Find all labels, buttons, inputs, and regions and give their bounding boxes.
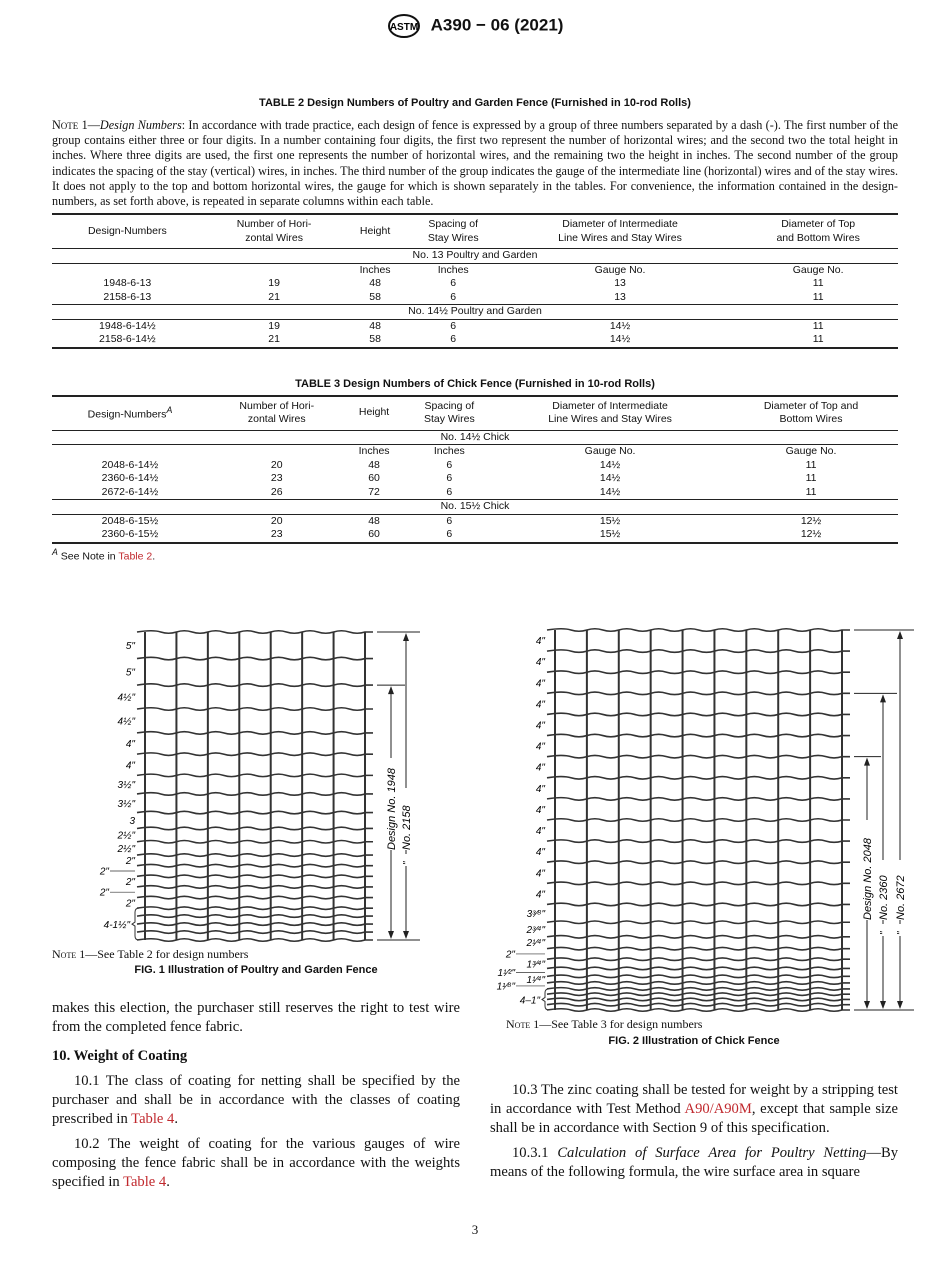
column-header <box>208 396 346 431</box>
spacing-label: 3³⁄⁸" <box>526 908 545 920</box>
table-cell: 6 <box>446 485 453 498</box>
figure1-fence-illustration <box>60 620 460 950</box>
table-cell: 11 <box>805 485 817 498</box>
table-cell: 14½ <box>599 472 621 485</box>
spacing-label: 4½" <box>117 716 135 728</box>
line-wire <box>547 755 850 758</box>
header-row <box>52 214 898 249</box>
table-cell: 14½ <box>599 458 621 471</box>
table-cell: 15½ <box>599 514 621 527</box>
table-cell: 11 <box>805 472 817 485</box>
document-header <box>0 14 950 38</box>
header-text: Diameter of Intermediate Line Wires and Stay Wires <box>558 218 682 244</box>
header-text: Height <box>358 406 390 419</box>
line-wire <box>137 732 373 735</box>
line-wire <box>137 931 373 934</box>
text: . <box>166 1174 170 1190</box>
table-cell: 60 <box>368 472 380 485</box>
text: 10.1 The class of coating for netting shall be specified by the purchaser and shall be in accordance with the classes of coating prescribed in <box>52 1073 460 1127</box>
spacing-label: 1¹⁄²" <box>497 967 515 979</box>
spacing-label: 5" <box>125 640 135 652</box>
bracket-label: 4-1½" <box>103 920 130 932</box>
header-text: Diameter of Top and Bottom Wires <box>763 399 859 426</box>
spacing-label: 2½" <box>117 830 135 842</box>
tables-section <box>52 96 898 562</box>
line-wire <box>137 886 373 889</box>
table-row <box>52 486 898 500</box>
a90-link[interactable]: A90/A90M <box>684 1101 752 1117</box>
unit-cell: Gauge No. <box>792 263 844 276</box>
spacing-label: 2" <box>505 949 515 961</box>
text: —By means of the following formula, the wire surface area in square <box>490 1145 899 1180</box>
spacing-label: 2³⁄⁴" <box>526 925 545 937</box>
text: 10.3 The zinc coating shall be tested for weight by a stripping test in accordance with Test Method <box>490 1082 898 1117</box>
line-wire <box>547 798 850 801</box>
section-heading: 10. Weight of Coating <box>52 1048 188 1064</box>
note-text: : In accordance with trade practice, each design of fence is expressed by a group of three numbers separated by a dash (-). The first number of the group contains either three or four digits. In a number containing four digits, the first two represent the number of horizontal wires; and the second two the total height in inches. Where three digits are used, the first one represents the number of horizontal wires, and the remaining two the height in inches. The second number of the group indicates the spacing of the stay (vertical) wires, in inches. The third number of the group indicates the gauge of the intermediate line (horizontal) wires and of the stay wires. It does not apply to the top and bottom horizontal wires, the gauge for which is shown separately in the tables. For convenience, the information contained in the design-numbers, as set forth above, is repeated in separate columns within each table. <box>52 118 899 209</box>
header-text: Design-Numbers <box>87 408 167 421</box>
line-wire <box>137 793 373 796</box>
table-cell: 13 <box>614 277 626 290</box>
line-wire <box>547 903 850 906</box>
table-cell: 2672-6-14½ <box>101 485 159 498</box>
line-wire <box>137 875 373 877</box>
column-header <box>724 396 898 431</box>
spacing-label: 1³⁄⁴" <box>526 959 545 971</box>
spacing-label: 4" <box>535 678 545 690</box>
table4-link[interactable]: Table 4 <box>131 1111 175 1127</box>
table3-title: TABLE 3 Design Numbers of Chick Fence (Furnished in 10-rod Rolls) <box>295 377 655 390</box>
dimension-label: No. 2158 <box>401 805 413 850</box>
document-id: A390 − 06 (2021) <box>430 15 564 35</box>
table-cell: 14½ <box>599 485 621 498</box>
table-cell: 1948-6-13 <box>103 277 152 290</box>
spacing-label: 3½" <box>117 780 135 792</box>
table-cell: 23 <box>270 472 283 485</box>
unit-cell: Inches <box>433 445 465 458</box>
table2-link[interactable]: Table 2 <box>118 550 153 563</box>
table3-footnote <box>52 547 898 563</box>
bracket-label: 4–1" <box>519 995 540 1007</box>
line-wire <box>547 692 850 695</box>
table-cell: 13 <box>614 290 626 303</box>
table-cell: 15½ <box>599 528 621 541</box>
table-cell: 6 <box>446 472 453 485</box>
spacing-label: 5" <box>125 667 135 679</box>
group-label: No. 15½ Chick <box>52 500 898 515</box>
table-cell: 14½ <box>609 319 631 332</box>
spacing-label: 2" <box>125 877 135 889</box>
note-text: See Table 2 for design numbers <box>97 947 249 961</box>
text: 10.3.1 <box>512 1145 558 1161</box>
page-number: 3 <box>471 1222 479 1237</box>
table-cell: 21 <box>268 333 280 346</box>
group-row <box>52 500 898 515</box>
text: 10.2 The weight of coating for the various gauges of wire composing the fence fabric shall be in accordance with the weights specified in <box>52 1136 460 1190</box>
paragraph: makes this election, the purchaser still reserves the right to test wire from the completed fence fabric. <box>52 1000 460 1035</box>
note-label: Note 1— <box>506 1017 552 1031</box>
table-cell: 6 <box>450 333 457 346</box>
table-cell: 6 <box>450 319 457 332</box>
table-row <box>52 459 898 473</box>
table-cell: 11 <box>812 319 824 332</box>
table-cell: 23 <box>270 528 283 541</box>
line-wire <box>547 882 850 885</box>
spacing-label: 4" <box>125 760 135 772</box>
header-text: Height <box>359 224 391 237</box>
column-header <box>346 396 403 431</box>
left-column-text <box>52 999 460 1192</box>
spacing-label: 4" <box>535 826 545 838</box>
fig1-caption: FIG. 1 Illustration of Poultry and Garden Fence <box>134 964 378 976</box>
line-wire <box>547 650 850 653</box>
table-row <box>52 333 898 348</box>
line-wire <box>547 734 850 737</box>
table-cell: 11 <box>812 333 824 346</box>
header-text: Spacing of Stay Wires <box>423 399 475 426</box>
table-cell: 48 <box>368 458 380 471</box>
dimension-label: Design No. 1948 <box>386 768 398 850</box>
group-label: No. 14½ Poultry and Garden <box>52 305 898 320</box>
table-cell: 20 <box>270 458 283 471</box>
header-row <box>52 396 898 431</box>
unit-cell: Gauge No. <box>785 445 837 458</box>
unit-cell <box>52 445 208 459</box>
header-text: Number of Hori- zontal Wires <box>239 399 315 426</box>
ditto-mark: " <box>879 931 890 935</box>
line-wire <box>137 631 373 634</box>
line-wire <box>137 907 373 910</box>
header-text: Number of Hori- zontal Wires <box>236 218 312 244</box>
table-row <box>52 277 898 291</box>
unit-cell <box>208 445 346 459</box>
table2-note <box>52 118 898 209</box>
group-label: No. 14½ Chick <box>52 430 898 445</box>
table-cell: 6 <box>446 458 453 471</box>
spacing-label: 2" <box>99 887 109 899</box>
spacing-label: 4" <box>535 699 545 711</box>
unit-cell: Inches <box>359 263 391 276</box>
fig1-note <box>52 947 248 962</box>
table-cell: 48 <box>369 277 381 290</box>
spacing-label: 4" <box>535 889 545 901</box>
group-row <box>52 305 898 320</box>
paragraph-10-1 <box>52 1072 460 1129</box>
header-text: Diameter of Top and Bottom Wires <box>776 218 860 244</box>
column-header <box>403 396 497 431</box>
column-header <box>738 214 898 249</box>
spacing-label: 4" <box>535 720 545 732</box>
column-header <box>52 214 203 249</box>
table-cell: 6 <box>450 290 457 303</box>
line-wire <box>137 939 373 942</box>
line-wire <box>547 1009 850 1012</box>
units-row <box>52 445 898 459</box>
table4-link[interactable]: Table 4 <box>123 1174 167 1190</box>
header-text: Diameter of Intermediate Line Wires and Stay Wires <box>548 399 672 426</box>
line-wire <box>137 708 373 711</box>
table-cell: 48 <box>369 319 381 332</box>
spacing-label: 4½" <box>117 692 135 704</box>
spacing-label: 4" <box>535 657 545 669</box>
unit-cell: Gauge No. <box>594 263 646 276</box>
spacing-label: 1¹⁄⁴" <box>526 975 545 987</box>
table-row <box>52 514 898 528</box>
line-wire <box>547 671 850 674</box>
line-wire <box>547 947 850 950</box>
table-cell: 2360-6-14½ <box>101 472 159 485</box>
line-wire <box>137 811 373 814</box>
spacing-label: 2" <box>125 898 135 910</box>
table-cell: 2048-6-15½ <box>101 514 159 527</box>
table-row <box>52 319 898 333</box>
column-header <box>502 214 739 249</box>
note-label: Note 1— <box>52 118 100 132</box>
table-cell: 26 <box>270 485 283 498</box>
table-cell: 12½ <box>800 514 822 527</box>
table-row <box>52 472 898 486</box>
spacing-label: 1¹⁄⁸" <box>496 981 515 993</box>
line-wire <box>547 713 850 716</box>
note-label: Note 1— <box>52 947 98 961</box>
spacing-label: 2½" <box>117 843 135 855</box>
table-row <box>52 528 898 543</box>
line-wire <box>547 988 850 991</box>
dimension-label: No. 2672 <box>895 875 907 920</box>
dimension-label: Design No. 2048 <box>862 838 874 920</box>
footnote-marker: A <box>52 546 58 557</box>
column-header <box>496 396 724 431</box>
group-row <box>52 430 898 445</box>
table-cell: 6 <box>450 277 457 290</box>
column-header <box>52 396 208 431</box>
header-text: Spacing of Stay Wires <box>427 218 479 244</box>
line-wire <box>137 915 373 918</box>
line-wire <box>547 936 850 939</box>
line-wire <box>137 827 373 830</box>
spacing-label: 4" <box>535 804 545 816</box>
table-cell: 19 <box>268 277 280 290</box>
line-wire <box>137 657 373 660</box>
paragraph-10-3 <box>490 1081 898 1138</box>
table-cell: 11 <box>812 277 824 290</box>
paragraph-10-3-1 <box>490 1144 898 1182</box>
unit-cell <box>52 263 203 277</box>
term: Calculation of Surface Area for Poultry Netting <box>557 1145 867 1161</box>
spacing-label: 2" <box>99 866 109 878</box>
line-wire <box>137 684 373 687</box>
table-cell: 11 <box>805 458 817 471</box>
line-wire <box>547 819 850 822</box>
line-wire <box>547 861 850 864</box>
line-wire <box>547 998 850 1001</box>
table-cell: 20 <box>270 514 283 527</box>
fig2-note <box>506 1017 702 1032</box>
line-wire <box>547 921 850 924</box>
units-row <box>52 263 898 277</box>
table-cell: 19 <box>268 319 280 332</box>
line-wire <box>547 975 850 978</box>
table-cell: 21 <box>268 290 280 303</box>
table-cell: 60 <box>368 528 380 541</box>
spacing-label: 4" <box>535 868 545 880</box>
header-text: Design-Numbers <box>87 224 167 237</box>
column-header <box>203 214 346 249</box>
dimension-label: No. 2360 <box>878 875 890 920</box>
table-cell: 2158-6-13 <box>103 290 152 303</box>
table-cell: 2360-6-15½ <box>101 528 159 541</box>
line-wire <box>547 967 850 970</box>
footnote-text: See Note in <box>57 550 119 563</box>
note-text: See Table 3 for design numbers <box>551 1017 703 1031</box>
spacing-label: 4" <box>535 762 545 774</box>
column-header <box>346 214 405 249</box>
table-cell: 12½ <box>800 528 822 541</box>
table-cell: 11 <box>812 290 824 303</box>
spacing-label: 4" <box>535 636 545 648</box>
fig2-caption: FIG. 2 Illustration of Chick Fence <box>608 1035 780 1047</box>
text: . <box>174 1111 178 1127</box>
group-label: No. 13 Poultry and Garden <box>52 249 898 264</box>
line-wire <box>137 854 373 857</box>
table-row <box>52 291 898 305</box>
table-cell: 2048-6-14½ <box>101 458 159 471</box>
line-wire <box>137 774 373 777</box>
line-wire <box>547 777 850 780</box>
spacing-label: 3 <box>129 816 135 828</box>
ditto-mark: " <box>402 861 413 865</box>
line-wire <box>547 958 850 961</box>
astm-logo-icon <box>387 14 421 38</box>
table-cell: 1948-6-14½ <box>99 319 156 332</box>
line-wire <box>137 841 373 844</box>
spacing-label: 4" <box>125 739 135 751</box>
table3 <box>52 395 898 544</box>
right-column-text <box>490 1081 898 1182</box>
line-wire <box>137 864 373 867</box>
table-cell: 58 <box>369 333 381 346</box>
unit-cell <box>203 263 346 277</box>
table-cell: 2158-6-14½ <box>99 333 156 346</box>
unit-cell: Gauge No. <box>584 445 636 458</box>
table2-title: TABLE 2 Design Numbers of Poultry and Garden Fence (Furnished in 10-rod Rolls) <box>259 97 691 109</box>
unit-cell: Inches <box>358 445 390 458</box>
table-cell: 48 <box>368 514 380 527</box>
line-wire <box>547 1003 850 1006</box>
line-wire <box>547 629 850 632</box>
table-cell: 72 <box>368 485 380 498</box>
line-wire <box>547 982 850 985</box>
column-header <box>405 214 502 249</box>
table-cell: 6 <box>446 528 453 541</box>
spacing-label: 4" <box>535 847 545 859</box>
line-wire <box>137 896 373 899</box>
table-cell: 6 <box>446 514 453 527</box>
line-wire <box>137 753 373 756</box>
note-term: Design Numbers <box>99 118 182 132</box>
table-cell: 14½ <box>609 333 631 346</box>
line-wire <box>547 840 850 843</box>
spacing-label: 2¹⁄⁴" <box>526 938 545 950</box>
group-row <box>52 249 898 264</box>
footnote-marker: A <box>166 405 173 416</box>
figure2-fence-illustration <box>480 620 920 1016</box>
spacing-label: 2" <box>125 855 135 867</box>
spacing-label: 4" <box>535 741 545 753</box>
paragraph-10-2 <box>52 1135 460 1192</box>
svg-text:ASTM: ASTM <box>389 22 418 33</box>
ditto-mark: " <box>896 931 907 935</box>
line-wire <box>547 993 850 996</box>
text: , except that sample size shall be in accordance with Section 9 of this specification. <box>490 1101 899 1136</box>
table2 <box>52 213 898 349</box>
spacing-label: 4" <box>535 783 545 795</box>
line-wire <box>137 923 373 926</box>
footnote-end: . <box>152 550 156 563</box>
table-cell: 58 <box>369 290 381 303</box>
spacing-label: 3½" <box>117 798 135 810</box>
unit-cell: Inches <box>437 263 469 276</box>
